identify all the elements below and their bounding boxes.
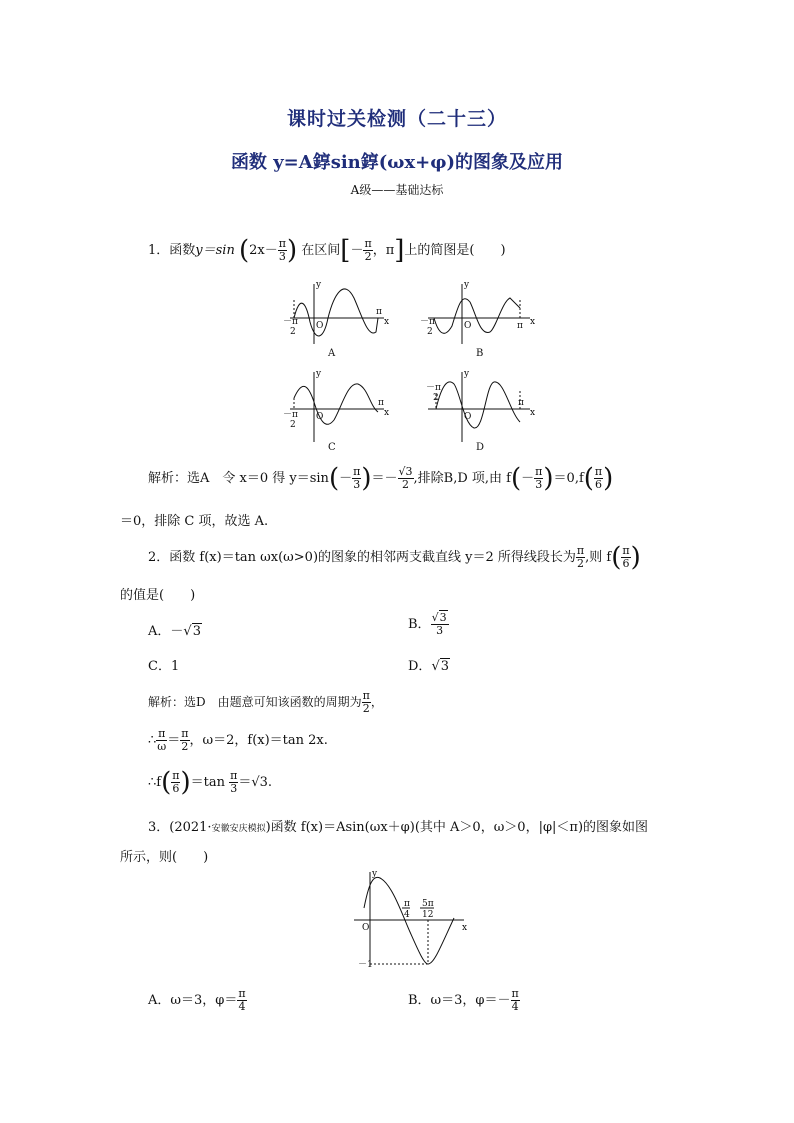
q2-solution-line2: ∴ $\frac{\pi}{\omega}$ ＝ $\frac{\pi}{2}$ ，ω＝2，f(x)＝tan 2x. — [148, 727, 328, 753]
q3-stem: 3．(2021·安徽安庆模拟)函数 f(x)＝Asin(ωx＋φ)(其中 A＞0，ω＞0，|φ|＜π)的图象如图 — [148, 820, 649, 835]
svg-text:－1: －1 — [358, 960, 373, 970]
svg-text:2: 2 — [290, 420, 296, 430]
svg-text:5π: 5π — [422, 899, 434, 909]
svg-text:12: 12 — [422, 910, 434, 920]
svg-text:y: y — [372, 869, 378, 879]
q1-graphs — [280, 272, 550, 462]
svg-text:－π: －π — [420, 317, 435, 327]
svg-text:π: π — [518, 398, 524, 408]
svg-text:2: 2 — [290, 327, 296, 337]
svg-text:－π: －π — [426, 383, 441, 393]
q3-graph — [348, 868, 473, 974]
section-title: 函数 y=A錞sin錞(ωx+φ)的图象及应用 — [230, 152, 564, 173]
svg-text:－π: －π — [283, 317, 298, 327]
q2-stem: 2．函数 f(x)＝tan ωx(ω>0)的图象的相邻两支截直线 y＝2 所得线段长为 $\frac{\pi}{2}$ ,则 f( $\frac{\pi}{6}$ ) — [148, 542, 641, 573]
svg-text:π: π — [376, 307, 382, 317]
svg-text:4: 4 — [404, 910, 410, 920]
q2-option-d: D．√3 — [408, 659, 450, 674]
svg-text:O: O — [464, 321, 472, 331]
svg-text:y: y — [464, 280, 470, 290]
q3-option-a: A．ω＝3，φ＝ $\frac{\pi}{4}$ — [148, 987, 246, 1013]
svg-text:y: y — [316, 280, 322, 290]
svg-text:O: O — [316, 321, 324, 331]
q3-option-b: B．ω＝3，φ＝－ $\frac{\pi}{4}$ — [408, 987, 519, 1013]
svg-text:－π: －π — [283, 410, 298, 420]
svg-text:x: x — [530, 408, 536, 418]
svg-text:2: 2 — [433, 393, 439, 403]
graph-a-label: A — [328, 348, 336, 359]
q2-option-b: B． $\frac{√3}{3}$ — [408, 611, 447, 637]
svg-text:O: O — [316, 412, 324, 422]
level-heading: A级——基础达标 — [350, 183, 444, 197]
q2-solution-line3: ∴f( $\frac{\pi}{6}$ )＝tan $\frac{\pi}{3}$ ＝√3. — [148, 767, 273, 798]
q1-solution: 解析：选A 令 x＝0 得 y＝sin(－ $\frac{\pi}{3}$ )＝－ $\frac{√3}{2}$ ,排除B,D 项,由 f(－ $\frac{\pi}{3}$ )＝0,f( $\frac{\pi}{6}$ ) — [148, 463, 614, 494]
q3-stem-line2: 所示，则( ) — [120, 850, 209, 865]
q2-stem-line2: 的值是( ) — [120, 588, 196, 603]
q2-option-c: C．1 — [148, 659, 180, 674]
svg-text:O: O — [464, 412, 472, 422]
page-title: 课时过关检测（二十三） — [286, 108, 507, 130]
svg-text:x: x — [530, 317, 536, 327]
svg-text:π: π — [404, 899, 410, 909]
svg-text:2: 2 — [427, 327, 433, 337]
q1-stem: 1．函数y＝sin (2x－ $\frac{\pi}{3}$ ) 在区间[－ $\frac{\pi}{2}$ ，π]上的简图是( ) — [148, 235, 506, 266]
svg-text:π: π — [378, 398, 384, 408]
svg-text:y: y — [316, 369, 322, 379]
svg-text:y: y — [464, 369, 470, 379]
svg-text:π: π — [517, 321, 523, 331]
q2-option-a: A．－√3 — [148, 624, 201, 639]
graph-b-label: B — [476, 348, 484, 359]
svg-text:O: O — [362, 923, 370, 933]
svg-text:x: x — [384, 408, 390, 418]
svg-text:x: x — [384, 317, 390, 327]
q2-solution: 解析：选D 由题意可知该函数的周期为 $\frac{\pi}{2}$ ， — [148, 689, 383, 715]
graph-c-label: C — [328, 442, 336, 453]
graph-d-label: D — [476, 442, 485, 453]
q1-solution-line2: ＝0，排除 C 项，故选 A. — [120, 514, 269, 529]
svg-text:x: x — [462, 923, 468, 933]
